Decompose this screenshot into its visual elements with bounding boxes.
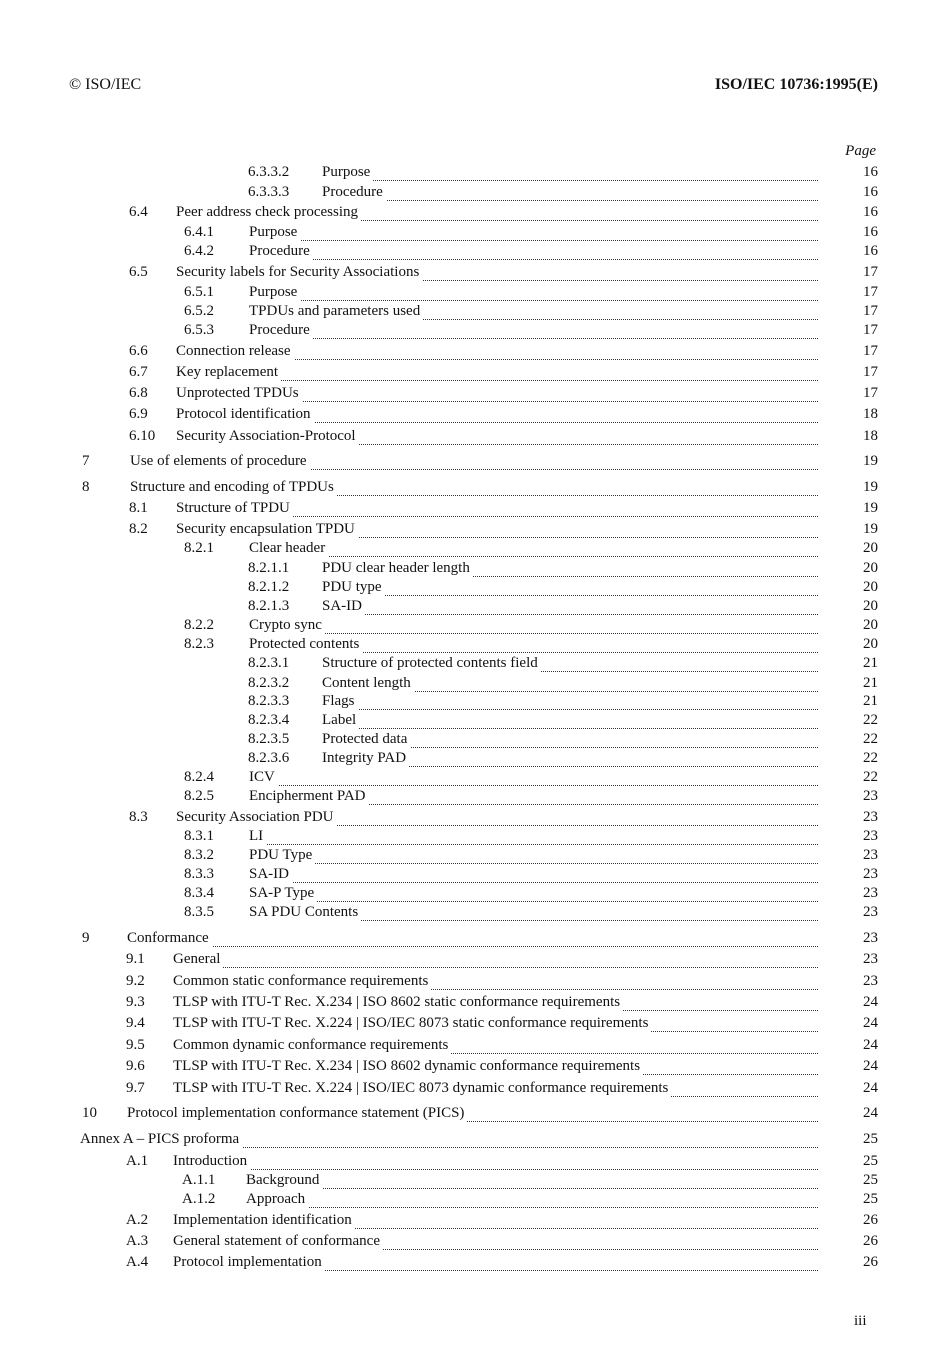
toc-entry xyxy=(0,885,950,905)
toc-entry xyxy=(0,385,950,405)
toc-entry-title: TLSP with ITU-T Rec. X.234 | ISO 8602 dynamic conformance requirements xyxy=(173,1058,643,1075)
toc-entry-number: 8.2.3.4 xyxy=(248,712,290,728)
toc-entry-number: 8.2.3.6 xyxy=(248,750,290,766)
toc-entry-page: 24 xyxy=(863,1058,878,1074)
toc-entry-number: 7 xyxy=(82,453,90,469)
toc-entry xyxy=(0,560,950,580)
toc-entry-title: Common dynamic conformance requirements xyxy=(173,1037,451,1054)
toc-entry-page: 17 xyxy=(863,284,878,300)
toc-entry-number: 8.2.3.1 xyxy=(248,655,290,671)
toc-entry xyxy=(0,973,950,993)
toc-entry-page: 17 xyxy=(863,322,878,338)
toc-entry-title: Crypto sync xyxy=(249,617,325,634)
toc-entry-page: 24 xyxy=(863,1015,878,1031)
toc-entry-title: Structure and encoding of TPDUs xyxy=(130,479,337,496)
toc-entry-page: 23 xyxy=(863,788,878,804)
toc-entry-number: 6.4 xyxy=(129,204,148,220)
toc-dot-leader xyxy=(173,1167,818,1170)
toc-entry-number: 8.2.3.2 xyxy=(248,675,290,691)
toc-entry-page: 24 xyxy=(863,1105,878,1121)
toc-entry xyxy=(0,406,950,426)
toc-entry-number: A.1.1 xyxy=(182,1172,216,1188)
toc-entry-number: 9.6 xyxy=(126,1058,145,1074)
toc-entry-title: Use of elements of procedure xyxy=(130,453,310,470)
toc-entry-number: A.2 xyxy=(126,1212,149,1228)
toc-entry-title: TLSP with ITU-T Rec. X.234 | ISO 8602 static conformance requirements xyxy=(173,994,623,1011)
toc-entry-page: 21 xyxy=(863,675,878,691)
toc-entry-title: LI xyxy=(249,828,266,845)
toc-entry-page: 18 xyxy=(863,406,878,422)
toc-entry-title: Integrity PAD xyxy=(322,750,409,767)
toc-entry-title: Implementation identification xyxy=(173,1212,355,1229)
toc-entry xyxy=(0,731,950,751)
toc-entry-page: 25 xyxy=(863,1191,878,1207)
toc-entry-title: Security encapsulation TPDU xyxy=(176,521,358,538)
toc-entry xyxy=(0,636,950,656)
toc-entry-page: 23 xyxy=(863,866,878,882)
toc-entry-title: TPDUs and parameters used xyxy=(249,303,423,320)
toc-entry-page: 16 xyxy=(863,184,878,200)
toc-entry-page: 23 xyxy=(863,951,878,967)
toc-entry xyxy=(0,1191,950,1211)
toc-entry-title: Peer address check processing xyxy=(176,204,361,221)
toc-entry-title: Procedure xyxy=(249,243,313,260)
toc-entry xyxy=(0,479,950,499)
toc-entry xyxy=(0,655,950,675)
toc-entry xyxy=(0,1058,950,1078)
toc-entry-title: Label xyxy=(322,712,359,729)
toc-entry-number: 6.6 xyxy=(129,343,148,359)
toc-entry-title: Security Association-Protocol xyxy=(176,428,359,445)
toc-dot-leader xyxy=(249,842,818,845)
toc-entry-number: 6.7 xyxy=(129,364,148,380)
toc-entry-title: Background xyxy=(246,1172,322,1189)
toc-entry xyxy=(0,1254,950,1274)
toc-entry-page: 25 xyxy=(863,1131,878,1147)
toc-entry-title: Encipherment PAD xyxy=(249,788,369,805)
toc-entry-page: 17 xyxy=(863,385,878,401)
toc-dot-leader xyxy=(249,631,818,634)
toc-entry-number: 6.5.1 xyxy=(184,284,214,300)
toc-entry xyxy=(0,322,950,342)
toc-entry-page: 17 xyxy=(863,343,878,359)
toc-entry-page: 17 xyxy=(863,303,878,319)
toc-entry-title: Annex A – PICS proforma xyxy=(80,1131,242,1148)
toc-entry xyxy=(0,243,950,263)
toc-entry-number: 8.2.1.1 xyxy=(248,560,290,576)
toc-entry xyxy=(0,343,950,363)
toc-entry xyxy=(0,930,950,950)
toc-entry-page: 24 xyxy=(863,1037,878,1053)
toc-entry xyxy=(0,224,950,244)
toc-entry-page: 23 xyxy=(863,847,878,863)
toc-dot-leader xyxy=(322,593,818,596)
toc-entry-number: 6.8 xyxy=(129,385,148,401)
toc-entry xyxy=(0,769,950,789)
toc-entry-page: 21 xyxy=(863,693,878,709)
toc-entry-number: 6.4.1 xyxy=(184,224,214,240)
toc-entry-title: Conformance xyxy=(127,930,212,947)
toc-entry-number: 9.2 xyxy=(126,973,145,989)
toc-entry-number: 8.3 xyxy=(129,809,148,825)
toc-entry-title: Security Association PDU xyxy=(176,809,337,826)
toc-dot-leader xyxy=(249,861,818,864)
toc-entry-page: 26 xyxy=(863,1212,878,1228)
toc-entry-page: 22 xyxy=(863,712,878,728)
toc-entry-number: A.3 xyxy=(126,1233,149,1249)
toc-dot-leader xyxy=(249,880,818,883)
toc-entry-number: 6.3.3.3 xyxy=(248,184,290,200)
toc-entry xyxy=(0,994,950,1014)
toc-entry xyxy=(0,1015,950,1035)
toc-entry-page: 16 xyxy=(863,243,878,259)
toc-dot-leader xyxy=(173,965,818,968)
toc-entry-page: 26 xyxy=(863,1254,878,1270)
toc-entry xyxy=(0,951,950,971)
toc-entry-page: 19 xyxy=(863,521,878,537)
toc-dot-leader xyxy=(249,238,818,241)
toc-entry-number: 8.2 xyxy=(129,521,148,537)
toc-entry xyxy=(0,184,950,204)
toc-entry xyxy=(0,428,950,448)
toc-entry-page: 19 xyxy=(863,479,878,495)
toc-entry-title: Purpose xyxy=(249,284,300,301)
toc-entry-page: 24 xyxy=(863,994,878,1010)
toc-entry-title: TLSP with ITU-T Rec. X.224 | ISO/IEC 8073 static conformance requirements xyxy=(173,1015,651,1032)
toc-dot-leader xyxy=(249,783,818,786)
toc-entry-number: 6.3.3.2 xyxy=(248,164,290,180)
toc-entry-page: 16 xyxy=(863,224,878,240)
toc-dot-leader xyxy=(249,554,818,557)
toc-entry-title: General xyxy=(173,951,223,968)
toc-entry xyxy=(0,264,950,284)
toc-dot-leader xyxy=(246,1186,818,1189)
toc-entry-title: Purpose xyxy=(322,164,373,181)
toc-entry xyxy=(0,579,950,599)
header-copyright: © ISO/IEC xyxy=(69,76,142,93)
toc-entry-number: 6.10 xyxy=(129,428,156,444)
toc-entry xyxy=(0,598,950,618)
toc-entry-title: Unprotected TPDUs xyxy=(176,385,302,402)
toc-entry-number: 9.5 xyxy=(126,1037,145,1053)
toc-entry-number: 6.5.3 xyxy=(184,322,214,338)
toc-dot-leader xyxy=(322,612,818,615)
toc-entry xyxy=(0,164,950,184)
toc-entry-number: 8.3.4 xyxy=(184,885,214,901)
toc-entry-title: Protocol implementation xyxy=(173,1254,325,1271)
toc-entry-number: 8.2.3.5 xyxy=(248,731,290,747)
toc-entry xyxy=(0,788,950,808)
toc-entry-page: 26 xyxy=(863,1233,878,1249)
toc-entry xyxy=(0,847,950,867)
toc-entry xyxy=(0,828,950,848)
toc-dot-leader xyxy=(249,899,818,902)
toc-entry-number: 8.2.5 xyxy=(184,788,214,804)
toc-entry-title: Protocol identification xyxy=(176,406,314,423)
toc-entry-title: PDU Type xyxy=(249,847,315,864)
toc-entry-number: A.1 xyxy=(126,1153,149,1169)
toc-dot-leader xyxy=(322,178,818,181)
toc-entry-number: 10 xyxy=(82,1105,97,1121)
toc-entry-number: 9.7 xyxy=(126,1080,145,1096)
toc-entry-number: 8.2.4 xyxy=(184,769,214,785)
toc-entry xyxy=(0,617,950,637)
toc-entry-number: 8.3.3 xyxy=(184,866,214,882)
toc-entry xyxy=(0,866,950,886)
toc-entry-number: 6.5 xyxy=(129,264,148,280)
toc-entry-page: 22 xyxy=(863,750,878,766)
toc-entry xyxy=(0,453,950,473)
toc-entry xyxy=(0,364,950,384)
toc-entry-title: TLSP with ITU-T Rec. X.224 | ISO/IEC 8073 dynamic conformance requirements xyxy=(173,1080,671,1097)
toc-entry-page: 20 xyxy=(863,579,878,595)
toc-entry xyxy=(0,675,950,695)
toc-entry-number: 9.3 xyxy=(126,994,145,1010)
toc-entry-number: 8.2.3.3 xyxy=(248,693,290,709)
toc-entry-title: Connection release xyxy=(176,343,294,360)
toc-entry xyxy=(0,1153,950,1173)
toc-entry-page: 22 xyxy=(863,769,878,785)
toc-entry xyxy=(0,303,950,323)
toc-entry-page: 17 xyxy=(863,264,878,280)
toc-entry-number: A.1.2 xyxy=(182,1191,216,1207)
toc-entry-title: SA-ID xyxy=(249,866,292,883)
toc-entry-number: 8 xyxy=(82,479,90,495)
toc-entry-number: 6.4.2 xyxy=(184,243,214,259)
toc-entry-page: 21 xyxy=(863,655,878,671)
toc-entry-page: 19 xyxy=(863,500,878,516)
toc-entry-page: 25 xyxy=(863,1172,878,1188)
toc-dot-leader xyxy=(127,944,818,947)
toc-entry-page: 23 xyxy=(863,828,878,844)
toc-entry-title: Common static conformance requirements xyxy=(173,973,431,990)
toc-entry-title: Approach xyxy=(246,1191,308,1208)
toc-entry-title: SA PDU Contents xyxy=(249,904,361,921)
toc-entry-title: Structure of protected contents field xyxy=(322,655,541,672)
header-standard-number: ISO/IEC 10736:1995(E) xyxy=(714,76,878,93)
toc-dot-leader xyxy=(249,336,818,339)
toc-entry-number: 8.1 xyxy=(129,500,148,516)
toc-entry-title: ICV xyxy=(249,769,278,786)
toc-entry-title: PDU type xyxy=(322,579,385,596)
toc-entry-page: 18 xyxy=(863,428,878,444)
page-column-label: Page xyxy=(845,143,876,159)
toc-entry xyxy=(0,712,950,732)
toc-entry xyxy=(0,521,950,541)
toc-entry-title: Structure of TPDU xyxy=(176,500,293,517)
toc-dot-leader xyxy=(246,1205,818,1208)
toc-dot-leader xyxy=(322,726,818,729)
toc-entry-page: 20 xyxy=(863,560,878,576)
toc-entry-title: Introduction xyxy=(173,1153,250,1170)
toc-entry xyxy=(0,1172,950,1192)
toc-entry-title: Protocol implementation conformance statement (PICS) xyxy=(127,1105,467,1122)
toc-entry xyxy=(0,500,950,520)
toc-entry xyxy=(0,1233,950,1253)
toc-entry-number: 8.2.1.2 xyxy=(248,579,290,595)
toc-entry-title: Procedure xyxy=(249,322,313,339)
toc-entry xyxy=(0,693,950,713)
toc-dot-leader xyxy=(249,257,818,260)
toc-entry-number: 9.1 xyxy=(126,951,145,967)
toc-entry xyxy=(0,809,950,829)
toc-entry-number: 8.2.2 xyxy=(184,617,214,633)
toc-entry-title: Protected data xyxy=(322,731,410,748)
toc-entry-title: Protected contents xyxy=(249,636,362,653)
toc-entry-page: 20 xyxy=(863,540,878,556)
toc-entry-page: 16 xyxy=(863,204,878,220)
toc-entry-number: 6.5.2 xyxy=(184,303,214,319)
toc-entry-title: Key replacement xyxy=(176,364,281,381)
toc-entry xyxy=(0,904,950,924)
toc-entry-page: 24 xyxy=(863,1080,878,1096)
toc-entry-number: 9 xyxy=(82,930,90,946)
toc-dot-leader xyxy=(322,707,818,710)
toc-entry-title: Procedure xyxy=(322,184,386,201)
toc-entry-number: A.4 xyxy=(126,1254,149,1270)
toc-entry-title: Security labels for Security Associations xyxy=(176,264,422,281)
toc-entry-title: SA-P Type xyxy=(249,885,317,902)
toc-entry xyxy=(0,1037,950,1057)
toc-dot-leader xyxy=(322,198,818,201)
toc-entry-page: 23 xyxy=(863,809,878,825)
toc-entry-title: PDU clear header length xyxy=(322,560,473,577)
toc-entry-title: Flags xyxy=(322,693,358,710)
toc-entry xyxy=(0,1212,950,1232)
toc-entry-page: 23 xyxy=(863,904,878,920)
toc-entry-title: Clear header xyxy=(249,540,328,557)
toc-entry-number: 8.3.5 xyxy=(184,904,214,920)
toc-entry-page: 23 xyxy=(863,973,878,989)
toc-entry-title: General statement of conformance xyxy=(173,1233,383,1250)
toc-entry-page: 20 xyxy=(863,617,878,633)
toc-entry-number: 8.3.1 xyxy=(184,828,214,844)
toc-entry-number: 8.2.1 xyxy=(184,540,214,556)
toc-entry xyxy=(0,750,950,770)
toc-entry-page: 20 xyxy=(863,636,878,652)
toc-entry-title: Purpose xyxy=(249,224,300,241)
toc-entry-number: 8.2.3 xyxy=(184,636,214,652)
toc-entry-title: SA-ID xyxy=(322,598,365,615)
toc-entry-page: 25 xyxy=(863,1153,878,1169)
toc-entry-number: 9.4 xyxy=(126,1015,145,1031)
toc-entry xyxy=(0,1131,950,1151)
toc-entry-page: 20 xyxy=(863,598,878,614)
toc-entry-page: 22 xyxy=(863,731,878,747)
toc-entry-number: 8.2.1.3 xyxy=(248,598,290,614)
toc-entry xyxy=(0,284,950,304)
toc-entry-page: 19 xyxy=(863,453,878,469)
toc-entry xyxy=(0,540,950,560)
toc-entry-page: 16 xyxy=(863,164,878,180)
toc-entry-number: 8.3.2 xyxy=(184,847,214,863)
toc-entry xyxy=(0,204,950,224)
page-folio: iii xyxy=(854,1313,867,1329)
toc-entry xyxy=(0,1080,950,1100)
toc-entry-title: Content length xyxy=(322,675,414,692)
toc-entry-page: 23 xyxy=(863,930,878,946)
toc-entry-page: 17 xyxy=(863,364,878,380)
toc-dot-leader xyxy=(249,298,818,301)
toc-entry-number: 6.9 xyxy=(129,406,148,422)
toc-entry xyxy=(0,1105,950,1125)
toc-entry-page: 23 xyxy=(863,885,878,901)
